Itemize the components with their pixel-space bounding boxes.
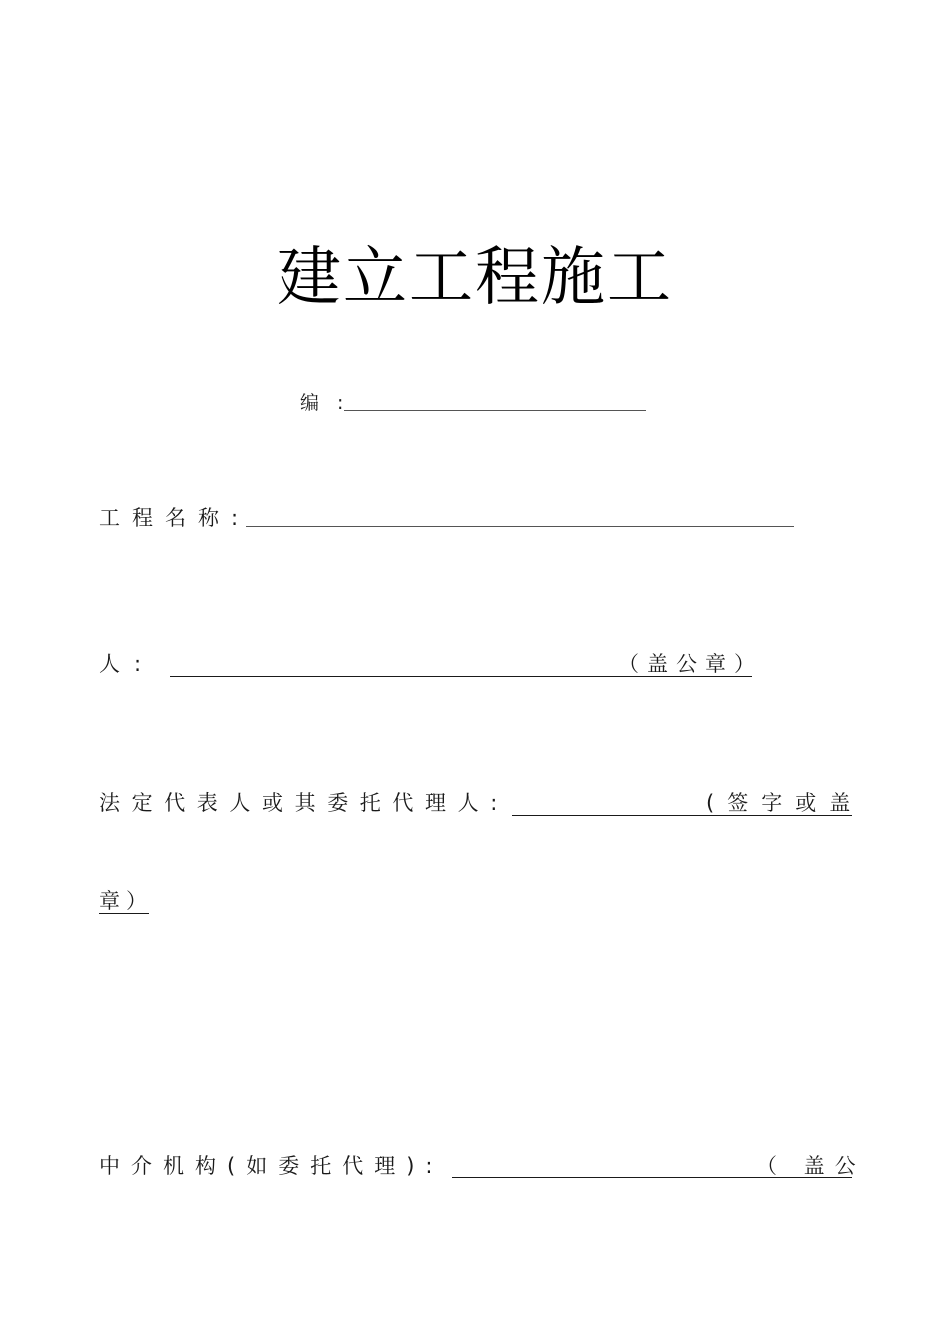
project-name-label: 工程名称: (99, 506, 251, 530)
project-name-blank-line[interactable] (246, 526, 794, 527)
number-blank-line[interactable] (344, 410, 646, 411)
legal-rep-cont-underline (99, 913, 149, 914)
document-title: 建立工程施工 (277, 241, 673, 315)
legal-rep-seal-note: (签字或盖 (706, 791, 864, 815)
person-label: 人: (99, 652, 156, 676)
agency-seal-note: （ 盖公 (756, 1154, 866, 1178)
number-label: 编 : (300, 392, 350, 414)
agency-label: 中介机构(如委托代理): (99, 1154, 444, 1178)
legal-rep-label: 法定代表人或其委托代理人: (99, 791, 509, 815)
person-seal-note: （盖公章） (618, 652, 763, 676)
legal-rep-seal-note-cont: 章） (99, 889, 153, 913)
